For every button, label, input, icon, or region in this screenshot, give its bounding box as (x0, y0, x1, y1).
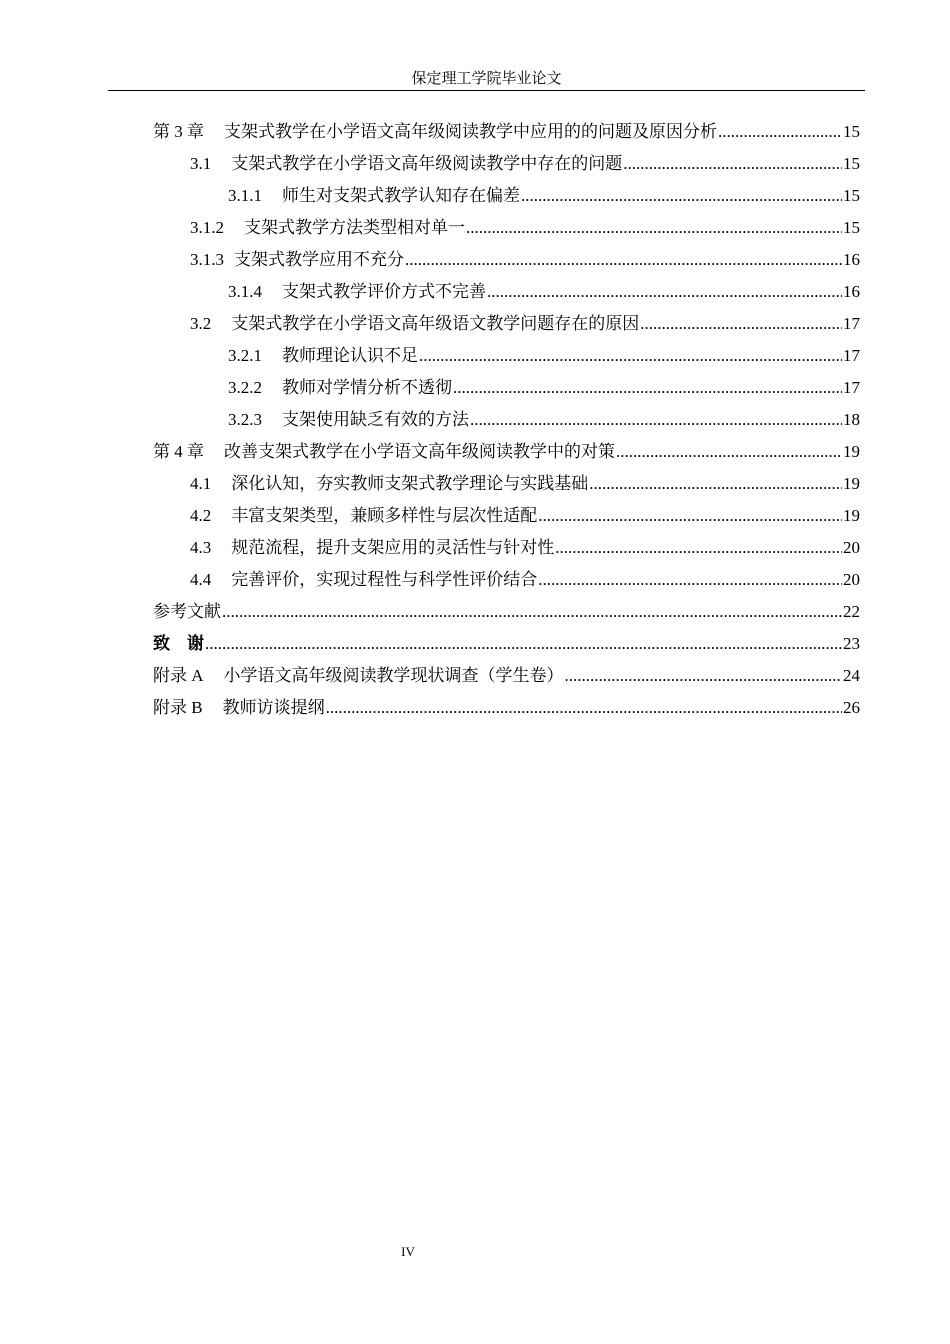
toc-entry-number: 3.2.2 (228, 378, 262, 397)
toc-entry-title: 师生对支架式教学认知存在偏差 (282, 186, 520, 205)
toc-entry-chapter-4[interactable] (153, 436, 860, 468)
toc-entry-page: 15 (843, 218, 860, 237)
toc-entry-4-2[interactable] (153, 500, 860, 532)
toc-entry-title: 致 谢 (153, 634, 204, 653)
toc-entry-appendix-b[interactable] (153, 692, 860, 724)
toc-entry-number: 4.4 (190, 570, 212, 589)
toc-dot-leader (419, 340, 842, 372)
toc-entry-page: 15 (843, 186, 860, 205)
toc-entry-number: 第 4 章 (153, 442, 204, 461)
toc-entry-number: 3.1.3 (190, 250, 224, 269)
toc-entry-page: 26 (843, 698, 860, 717)
page-number: IV (401, 1244, 415, 1259)
toc-entry-number: 3.1.4 (228, 282, 262, 301)
toc-entry-title: 规范流程，提升支架应用的灵活性与针对性 (231, 538, 555, 557)
toc-entry-page: 20 (843, 538, 860, 557)
header-divider (108, 90, 865, 91)
toc-entry-title: 支架式教学方法类型相对单一 (244, 218, 465, 237)
toc-dot-leader (326, 692, 842, 724)
toc-entry-number: 第 3 章 (153, 122, 204, 141)
toc-entry-3-2-3[interactable] (153, 404, 860, 436)
toc-dot-leader (616, 436, 842, 468)
toc-entry-page: 19 (843, 506, 860, 525)
toc-dot-leader (222, 596, 842, 628)
toc-entry-number: 4.2 (190, 506, 212, 525)
toc-entry-3-2-1[interactable] (153, 340, 860, 372)
toc-entry-3-1-1[interactable] (153, 180, 860, 212)
toc-dot-leader (555, 532, 842, 564)
toc-entry-page: 18 (843, 410, 860, 429)
toc-entry-number: 3.1.2 (190, 218, 224, 237)
toc-entry-title: 教师访谈提纲 (222, 698, 325, 717)
toc-entry-number: 3.2.1 (228, 346, 262, 365)
toc-entry-3-1-3[interactable] (153, 244, 860, 276)
toc-entry-page: 19 (843, 442, 860, 461)
toc-entry-chapter-3[interactable] (153, 116, 860, 148)
toc-entry-number: 附录 A (153, 666, 204, 685)
toc-entry-3-1-4[interactable] (153, 276, 860, 308)
toc-entry-title: 完善评价，实现过程性与科学性评价结合 (231, 570, 538, 589)
toc-dot-leader (470, 404, 842, 436)
toc-dot-leader (589, 468, 842, 500)
toc-entry-references[interactable] (153, 596, 860, 628)
toc-entry-4-4[interactable] (153, 564, 860, 596)
toc-entry-3-1-2[interactable] (153, 212, 860, 244)
toc-dot-leader (565, 660, 842, 692)
toc-dot-leader (640, 308, 842, 340)
toc-entry-title: 教师理论认识不足 (282, 346, 418, 365)
page-header: 保定理工学院毕业论文 (411, 71, 562, 87)
toc-entry-number: 4.1 (190, 474, 212, 493)
toc-entry-number: 3.2 (190, 314, 212, 333)
toc-dot-leader (623, 148, 842, 180)
toc-entry-page: 19 (843, 474, 860, 493)
toc-dot-leader (521, 180, 842, 212)
toc-entry-page: 23 (843, 634, 860, 653)
toc-entry-4-3[interactable] (153, 532, 860, 564)
toc-dot-leader (538, 500, 842, 532)
toc-entry-title: 支架式教学评价方式不完善 (282, 282, 486, 301)
toc-entry-title: 教师对学情分析不透彻 (282, 378, 452, 397)
toc-entry-page: 17 (843, 314, 860, 333)
toc-entry-number: 3.1.1 (228, 186, 262, 205)
toc-entry-page: 15 (843, 154, 860, 173)
toc-entry-title: 支架使用缺乏有效的方法 (282, 410, 469, 429)
toc-dot-leader (453, 372, 842, 404)
toc-entry-page: 20 (843, 570, 860, 589)
toc-dot-leader (205, 628, 842, 660)
toc-dot-leader (718, 116, 842, 148)
toc-entry-number: 附录 B (153, 698, 203, 717)
toc-dot-leader (466, 212, 842, 244)
toc-entry-number: 4.3 (190, 538, 212, 557)
toc-entry-page: 17 (843, 346, 860, 365)
toc-entry-page: 22 (843, 602, 860, 621)
toc-dot-leader (487, 276, 842, 308)
toc-entry-title: 丰富支架类型，兼顾多样性与层次性适配 (231, 506, 538, 525)
toc-entry-title: 小学语文高年级阅读教学现状调查（学生卷） (223, 666, 564, 685)
toc-entry-page: 16 (843, 282, 860, 301)
toc-entry-title: 参考文献 (153, 602, 221, 621)
toc-entry-title: 支架式教学应用不充分 (234, 250, 404, 269)
toc-entry-title: 深化认知，夯实教师支架式教学理论与实践基础 (231, 474, 589, 493)
toc-entry-acknowledgements[interactable] (153, 628, 860, 660)
toc-entry-number: 3.2.3 (228, 410, 262, 429)
toc-entry-title: 改善支架式教学在小学语文高年级阅读教学中的对策 (224, 442, 615, 461)
toc-entry-page: 15 (843, 122, 860, 141)
toc-entry-page: 16 (843, 250, 860, 269)
table-of-contents (153, 116, 860, 724)
toc-entry-number: 3.1 (190, 154, 212, 173)
toc-entry-page: 17 (843, 378, 860, 397)
toc-dot-leader (538, 564, 842, 596)
toc-entry-title: 支架式教学在小学语文高年级阅读教学中应用的的问题及原因分析 (224, 122, 717, 141)
toc-entry-3-1[interactable] (153, 148, 860, 180)
toc-entry-appendix-a[interactable] (153, 660, 860, 692)
toc-entry-title: 支架式教学在小学语文高年级阅读教学中存在的问题 (231, 154, 623, 173)
toc-entry-title: 支架式教学在小学语文高年级语文教学问题存在的原因 (231, 314, 640, 333)
toc-entry-3-2-2[interactable] (153, 372, 860, 404)
toc-entry-3-2[interactable] (153, 308, 860, 340)
toc-dot-leader (405, 244, 842, 276)
toc-entry-page: 24 (843, 666, 860, 685)
toc-entry-4-1[interactable] (153, 468, 860, 500)
